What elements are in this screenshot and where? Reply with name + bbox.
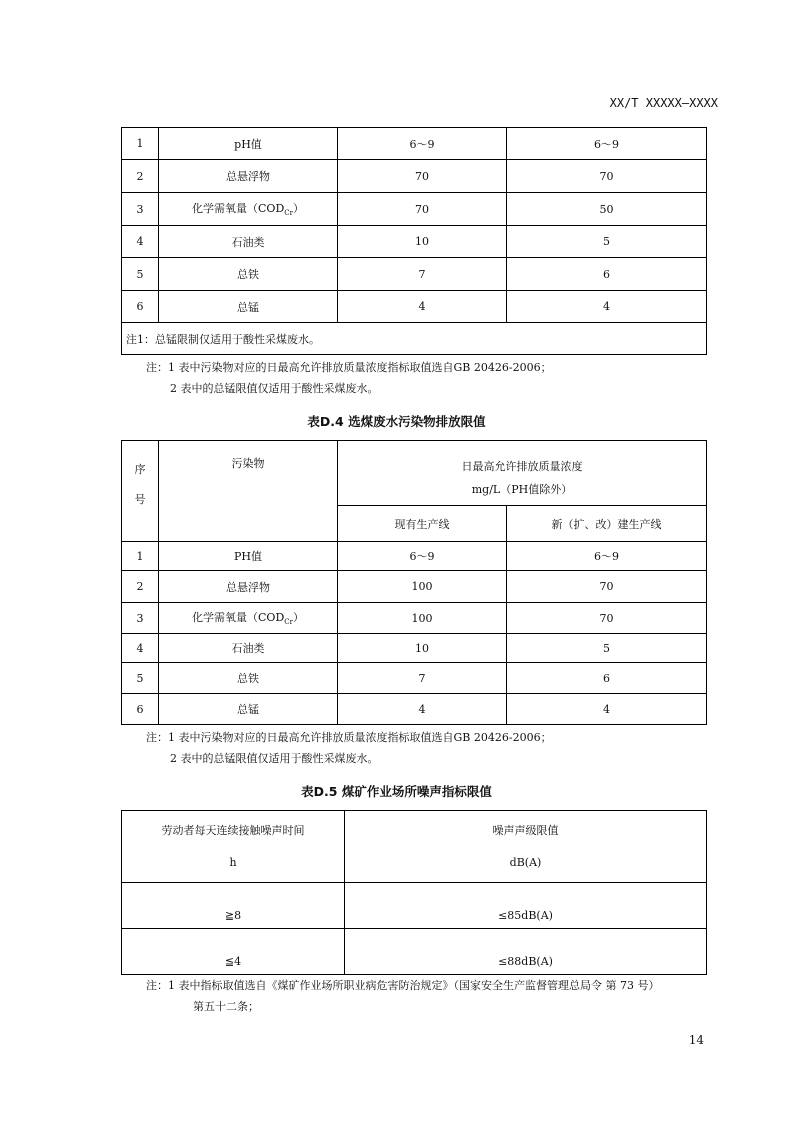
cell-existing: 4: [338, 694, 507, 725]
cell-noise-limit: ≤88dB(A): [345, 929, 707, 975]
table-coal-washing-water-limits: [121, 440, 707, 725]
cell-new: 4: [507, 291, 707, 323]
cell-seq: 4: [122, 226, 159, 258]
table-row: [122, 929, 707, 975]
table-row: [122, 694, 707, 725]
cell-new: 4: [507, 694, 707, 725]
cell-noise-limit: ≤85dB(A): [345, 883, 707, 929]
cell-new: 70: [507, 571, 707, 603]
table-noise-limits: [121, 810, 707, 975]
header-new-line: 新（扩、改）建生产线: [507, 506, 707, 542]
cell-new: 5: [507, 634, 707, 663]
cell-existing: 70: [338, 193, 507, 226]
cod-subscript: Cr: [284, 209, 293, 218]
header-seq-2: 号: [134, 493, 146, 506]
table-row: [122, 128, 707, 160]
table-footnote: 注1：总锰限制仅适用于酸性采煤废水。: [122, 323, 707, 355]
header-seq-1: 序: [134, 463, 146, 476]
table-row: [122, 160, 707, 193]
cell-pollutant: 石油类: [159, 226, 338, 258]
cell-new: 6～9: [507, 542, 707, 571]
cell-seq: 1: [122, 128, 159, 160]
cell-new: 6～9: [507, 128, 707, 160]
cell-new: 70: [507, 160, 707, 193]
header-exposure-time-unit: h: [229, 855, 237, 869]
cell-pollutant: 总铁: [159, 258, 338, 291]
cell-existing: 10: [338, 634, 507, 663]
cell-new: 6: [507, 663, 707, 694]
table-row: [122, 603, 707, 634]
cell-pollutant: PH值: [159, 542, 338, 571]
table-row: [122, 226, 707, 258]
cod-subscript: Cr: [284, 618, 293, 627]
header-concentration: 日最高允许排放质量浓度: [338, 441, 707, 474]
note-line: 2 表中的总锰限值仅适用于酸性采煤废水。: [170, 752, 379, 765]
document-code: XX/T XXXXX—XXXX: [609, 96, 718, 110]
cell-existing: 6～9: [338, 128, 507, 160]
note-line: 注：1 表中污染物对应的日最高允许排放质量浓度指标取值选自GB 20426-2006；: [146, 361, 552, 374]
cell-existing: 6～9: [338, 542, 507, 571]
cell-pollutant: [159, 193, 338, 226]
cell-seq: 6: [122, 694, 159, 725]
notes-table-d5: [146, 975, 659, 1017]
cell-existing: 7: [338, 258, 507, 291]
cell-text: 化学需氧量（COD: [192, 611, 285, 625]
cell-exposure-time: ≧8: [122, 883, 345, 929]
cell-new: 50: [507, 193, 707, 226]
cell-existing: 4: [338, 291, 507, 323]
cell-seq: 4: [122, 634, 159, 663]
note-line: 注：1 表中指标取值选自《煤矿作业场所职业病危害防治规定》（国家安全生产监督管理总局令 第 73 号）: [146, 979, 660, 992]
table-mine-water-limits: [121, 127, 707, 355]
table-row: [122, 542, 707, 571]
note-line: 第五十二条；: [193, 1000, 259, 1013]
cell-existing: 70: [338, 160, 507, 193]
cell-seq: 2: [122, 571, 159, 603]
note-line: 注：1 表中污染物对应的日最高允许排放质量浓度指标取值选自GB 20426-2006；: [146, 731, 552, 744]
header-noise-level-label: 噪声声级限值: [492, 823, 559, 837]
table-header-row: [122, 441, 707, 474]
header-seq: [122, 441, 159, 542]
cell-seq: 6: [122, 291, 159, 323]
cod-close-paren: ）: [292, 611, 304, 625]
cell-pollutant: 总悬浮物: [159, 160, 338, 193]
cell-seq: 3: [122, 603, 159, 634]
table-row: [122, 883, 707, 929]
cod-close-paren: ）: [292, 202, 304, 216]
cell-exposure-time: ≦4: [122, 929, 345, 975]
table-row: [122, 571, 707, 603]
cell-seq: 1: [122, 542, 159, 571]
cell-pollutant: [159, 603, 338, 634]
table-footnote-row: [122, 323, 707, 355]
caption-table-d4: 表D.4 选煤废水污染物排放限值: [307, 414, 486, 429]
table-row: [122, 258, 707, 291]
header-noise-level-unit: dB(A): [509, 855, 542, 869]
table-row: [122, 663, 707, 694]
notes-table-d4: [146, 727, 552, 769]
cell-seq: 3: [122, 193, 159, 226]
cell-seq: 5: [122, 258, 159, 291]
cell-pollutant: 总锰: [159, 291, 338, 323]
cell-pollutant: pH值: [159, 128, 338, 160]
cell-pollutant: 石油类: [159, 634, 338, 663]
cell-existing: 100: [338, 571, 507, 603]
cell-text: 化学需氧量（COD: [192, 202, 285, 216]
cell-new: 5: [507, 226, 707, 258]
cell-seq: 5: [122, 663, 159, 694]
cell-existing: 10: [338, 226, 507, 258]
header-exposure-time: [122, 811, 345, 883]
cell-existing: 7: [338, 663, 507, 694]
header-pollutant: 污染物: [159, 441, 338, 542]
header-unit: mg/L（PH值除外）: [338, 474, 707, 506]
table-row: [122, 634, 707, 663]
header-existing-line: 现有生产线: [338, 506, 507, 542]
table-row: [122, 291, 707, 323]
cell-new: 70: [507, 603, 707, 634]
caption-table-d5: 表D.5 煤矿作业场所噪声指标限值: [301, 784, 492, 799]
header-exposure-time-label: 劳动者每天连续接触噪声时间: [161, 823, 305, 837]
cell-pollutant: 总铁: [159, 663, 338, 694]
cell-seq: 2: [122, 160, 159, 193]
notes-table1: [146, 357, 552, 399]
table-row: [122, 193, 707, 226]
cell-pollutant: 总悬浮物: [159, 571, 338, 603]
cell-existing: 100: [338, 603, 507, 634]
header-noise-level: [345, 811, 707, 883]
note-line: 2 表中的总锰限值仅适用于酸性采煤废水。: [170, 382, 379, 395]
table-header-row: [122, 811, 707, 883]
page-number: 14: [688, 1033, 704, 1047]
cell-pollutant: 总锰: [159, 694, 338, 725]
cell-new: 6: [507, 258, 707, 291]
